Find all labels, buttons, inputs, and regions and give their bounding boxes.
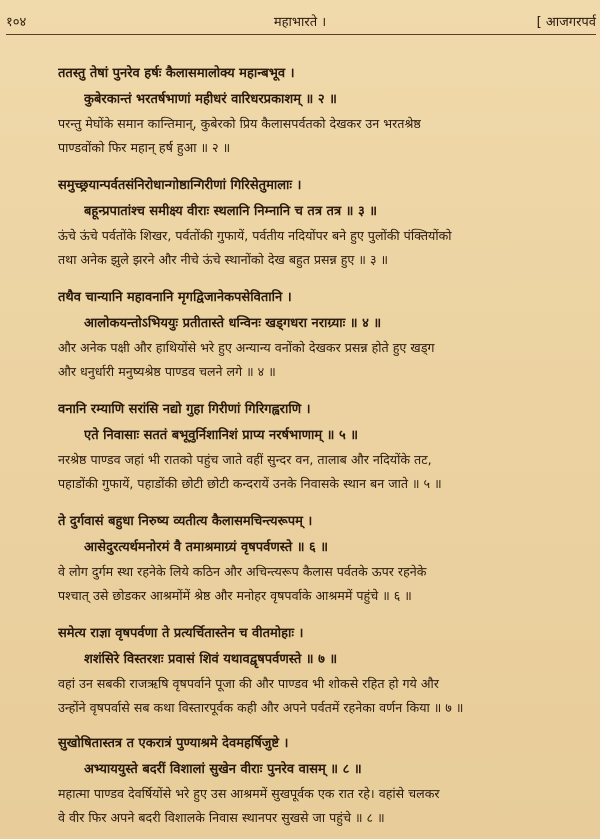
page-number: १०४ (6, 15, 27, 30)
hindi-line: वे लोग दुर्गम स्था रहनेके लिये कठिन और अचिन्त्यरूप कैलास पर्वतके ऊपर रहनेके (58, 564, 427, 579)
page-header (0, 0, 600, 40)
hindi-line: पाण्डवोंको फिर महान् हर्ष हुआ ॥ २ ॥ (58, 140, 231, 155)
hindi-line: तथा अनेक झुले झरने और नीचे ऊंचे स्थानोंको देख बहुत प्रसन्न हुए ॥ ३ ॥ (58, 252, 389, 267)
sanskrit-line: आलोकयन्तोऽभिययुः प्रतीतास्ते धन्विनः खड्गधरा नराग्र्याः ॥ ४ ॥ (84, 316, 382, 331)
sanskrit-line: समुच्छ्रयान्पर्वतसंनिरोधान्गोष्ठान्गिरीणां गिरिसेतुमालाः । (58, 178, 302, 193)
hindi-line: ऊंचे ऊंचे पर्वतोंके शिखर, पर्वतोंकी गुफायें, पर्वतीय नदियोंपर बने हुए पुलोंकी पंक्तियोंको (58, 228, 452, 243)
sanskrit-line: शशंसिरे विस्तरशः प्रवासं शिवं यथावद्वृषपर्वणस्ते ॥ ७ ॥ (84, 652, 338, 667)
sanskrit-line: आसेदुरत्यर्थमनोरमं वै तमाश्रमाग्र्यं वृषपर्वणस्ते ॥ ६ ॥ (84, 540, 329, 555)
header-rule (6, 34, 596, 35)
sanskrit-line: समेत्य राज्ञा वृषपर्वणा ते प्रत्यर्चितास्तेन च वीतमोहाः । (58, 626, 304, 641)
hindi-line: उन्होंने वृषपर्वासे सब कथा विस्तारपूर्वक कही और अपने पर्वतमें रहनेका वर्णन किया ॥ ७ ॥ (58, 700, 464, 715)
sanskrit-line: सुखोषितास्तत्र त एकरात्रं पुण्याश्रमे देवमहर्षिजुष्टे । (58, 736, 289, 751)
sanskrit-line: अभ्याययुस्ते बदरीं विशालां सुखेन वीराः पुनरेव वासम् ॥ ८ ॥ (84, 762, 362, 777)
section-title: [ आजगरपर्व (536, 15, 596, 30)
hindi-line: नरश्रेष्ठ पाण्डव जहां भी रातको पहुंच जाते वहीं सुन्दर वन, तालाब और नदियोंके तट, (58, 452, 432, 467)
hindi-line: पश्चात् उसे छोडकर आश्रमोंमें श्रेष्ठ और मनोहर वृषपर्वाके आश्रममें पहुंचे ॥ ६ ॥ (58, 588, 412, 603)
hindi-line: परन्तु मेघोंके समान कान्तिमान्, कुबेरको प्रिय कैलासपर्वतको देखकर उन भरतश्रेष्ठ (58, 116, 421, 131)
hindi-line: वे वीर फिर अपने बदरी विशालके निवास स्थानपर सुखसे जा पहुंचे ॥ ८ ॥ (58, 810, 385, 825)
hindi-line: और धनुर्धारी मनुष्यश्रेष्ठ पाण्डव चलने लगे ॥ ४ ॥ (58, 364, 276, 379)
sanskrit-line: एते निवासाः सततं बभूवुर्निशानिशं प्राप्य नरर्षभाणाम् ॥ ५ ॥ (84, 428, 359, 443)
sanskrit-line: ते दुर्गवासं बहुधा निरुष्य व्यतीत्य कैलासमचिन्त्यरूपम् । (58, 514, 313, 529)
running-title: महाभारते । (273, 15, 327, 30)
sanskrit-line: वनानि रम्याणि सरांसि नद्यो गुहा गिरीणां गिरिगह्वराणि । (58, 402, 311, 417)
hindi-line: और अनेक पक्षी और हाथियोंसे भरे हुए अन्यान्य वनोंको देखकर प्रसन्न होते हुए खड्ग (58, 340, 435, 355)
sanskrit-line: तथैव चान्यानि महावनानि मृगद्विजानेकपसेवितानि । (58, 290, 292, 305)
sanskrit-line: कुबेरकान्तं भरतर्षभाणां महीधरं वारिधरप्रकाशम् ॥ २ ॥ (84, 92, 337, 107)
hindi-line: पहाडोंकी गुफायें, पहाडोंकी छोटी छोटी कन्दरायें उनके निवासके स्थान बन जाते ॥ ५ ॥ (58, 476, 442, 491)
hindi-line: महात्मा पाण्डव देवर्षियोंसे भरे हुए उस आश्रममें सुखपूर्वक एक रात रहे। वहांसे चलकर (58, 786, 440, 801)
sanskrit-line: बहून्प्रपातांश्च समीक्ष्य वीराः स्थलानि निम्नानि च तत्र तत्र ॥ ३ ॥ (84, 204, 378, 219)
sanskrit-line: ततस्तु तेषां पुनरेव हर्षः कैलासमालोक्य महान्बभूव । (58, 66, 295, 81)
hindi-line: वहां उन सबकी राजऋषि वृषपर्वाने पूजा की और पाण्डव भी शोकसे रहित हो गये और (58, 676, 439, 691)
